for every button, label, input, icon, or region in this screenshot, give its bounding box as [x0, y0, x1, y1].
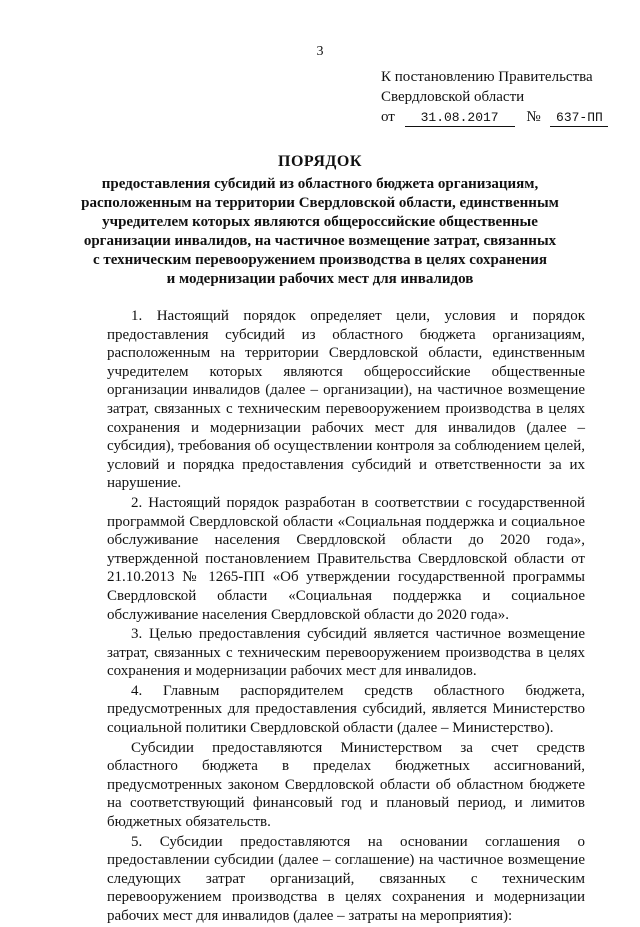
paragraph-5: 5. Субсидии предоставляются на основании соглашения о предоставлении субсидии (далее – соглашение) на частичное возмещение следующих затрат организаций, связанных с техническим перевооружением производства в целях сохранения и модернизации рабочих мест для инвалидов (далее – затраты на мероприятия):: [107, 833, 585, 924]
title-line: предоставления субсидий из областного бюджета организациям,: [101, 176, 539, 192]
page-number: 3: [316, 44, 324, 59]
title-line: с техническим перевооружением производства в целях сохранения: [92, 252, 548, 268]
number-label: №: [526, 109, 541, 125]
approval-line-1: К постановлению Правительства: [381, 69, 593, 85]
approval-line-2: Свердловской области: [381, 89, 525, 105]
paragraph-1: 1. Настоящий порядок определяет цели, условия и порядок предоставления субсидий из областного бюджета организациям, расположенным на территории Свердловской области, единственным учредителем которых являются общероссийские общественные организации инвалидов (далее – организации), на частичное возмещение затрат, связанных с техническим перевооружением производства в целях сохранения и модернизации рабочих мест для инвалидов (далее – субсидия), требования об осуществлении контроля за соблюдением целей, условий и порядка предоставления субсидий и ответственности за их нарушение.: [107, 308, 585, 492]
paragraph-4-continued: Субсидии предоставляются Министерством за счет средств областного бюджета в пределах бюджетных ассигнований, предусмотренных законом Свердловской области об областном бюджете на соответствующий финансовый год и плановый период, и лимитов бюджетных обязательств.: [107, 739, 585, 831]
paragraph-3: 3. Целью предоставления субсидий является частичное возмещение затрат, связанных с техническим перевооружением производства в целях сохранения и модернизации рабочих мест для инвалидов.: [107, 626, 585, 680]
paragraph-4: 4. Главным распорядителем средств областного бюджета, предусмотренных для предоставления субсидий, является Министерство социальной политики Свердловской области (далее – Министерство).: [107, 682, 585, 737]
document-title: [0, 152, 640, 289]
paragraph-2: 2. Настоящий порядок разработан в соответствии с государственной программой Свердловской области «Социальная поддержка и социальное обслуживание населения Свердловской области до 2020 года», утвержденной постановлением Правительства Свердловской области от 21.10.2013 № 1265-ПП «Об утверждении государственной программы Свердловской области «Социальная поддержка и социальное обслуживание населения Свердловской области до 2020 года».: [107, 494, 585, 623]
resolution-number: 637-ПП: [550, 110, 608, 127]
approval-date-line: [381, 107, 608, 127]
title-heading: ПОРЯДОК: [278, 153, 362, 170]
approval-block: [381, 67, 608, 127]
title-line: и модернизации рабочих мест для инвалидов: [166, 271, 474, 287]
resolution-date: 31.08.2017: [405, 110, 515, 127]
title-line: расположенным на территории Свердловской области, единственным: [81, 195, 559, 211]
document-body: [107, 307, 585, 927]
title-line: учредителем которых являются общероссийские общественные: [102, 214, 538, 230]
from-label: от: [381, 109, 395, 125]
title-line: организации инвалидов, на частичное возмещение затрат, связанных: [83, 233, 557, 249]
